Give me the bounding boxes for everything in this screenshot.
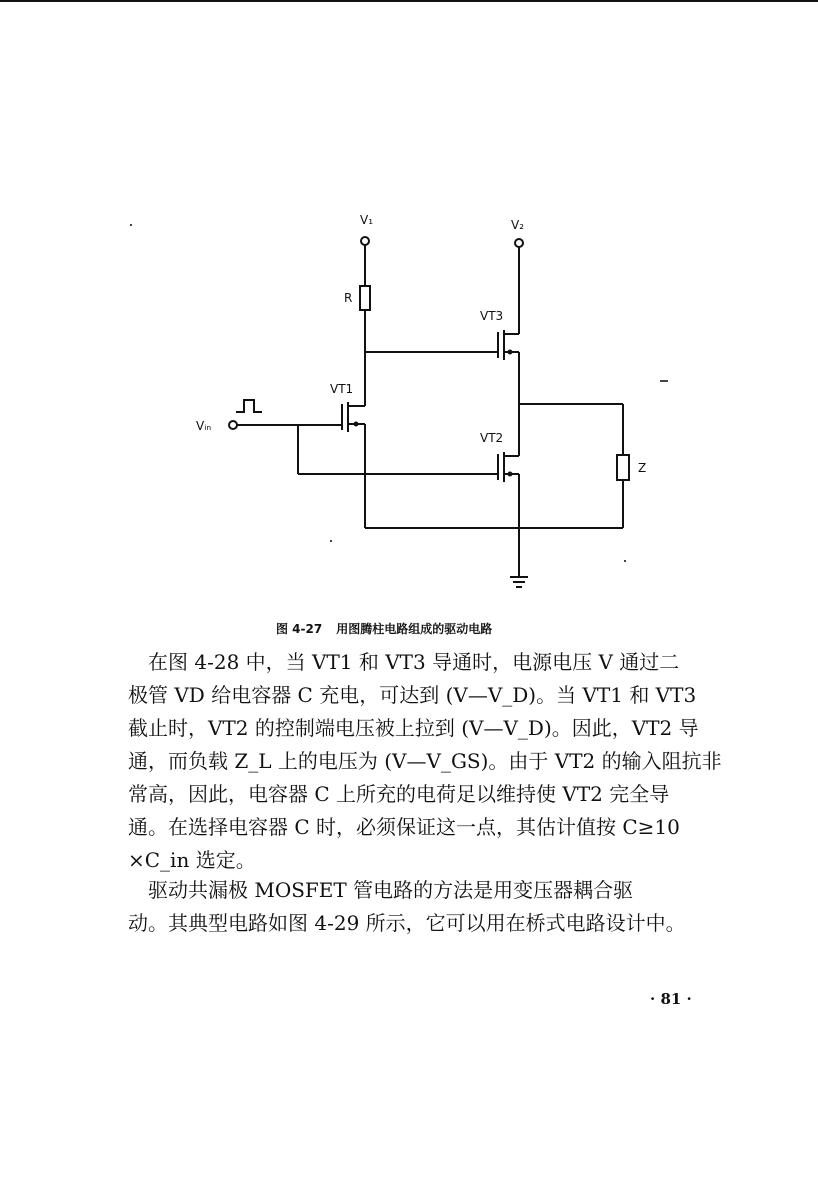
scan-speck — [624, 560, 626, 562]
text-line: ×C_in 选定。 — [128, 848, 256, 872]
resistor-r — [360, 286, 370, 310]
scan-speck — [660, 380, 668, 382]
text-line: 常高，因此，电容器 C 上所充的电荷足以维持使 VT2 完全导 — [128, 782, 670, 806]
text-line: 在图 4-28 中，当 VT1 和 VT3 导通时，电源电压 V 通过二 — [128, 650, 680, 674]
vin-label: Vᵢₙ — [196, 419, 212, 433]
vt2-arrow-dot — [508, 472, 513, 477]
text-line: 极管 VD 给电容器 C 充电，可达到 (V—V_D)。当 VT1 和 VT3 — [128, 683, 697, 707]
vt1-arrow-dot — [354, 422, 359, 427]
load-z — [617, 455, 629, 480]
text-line: 动。其典型电路如图 4-29 所示，它可以用在桥式电路设计中。 — [128, 911, 686, 935]
text-line: 截止时，VT2 的控制端电压被上拉到 (V—V_D)。因此，VT2 导 — [128, 716, 699, 740]
scan-speck — [130, 224, 132, 226]
body-paragraph-1 — [128, 646, 722, 877]
ground-icon — [510, 577, 528, 587]
text-line: 驱动共漏极 MOSFET 管电路的方法是用变压器耦合驱 — [128, 878, 634, 902]
figure-caption — [276, 620, 492, 637]
scan-speck — [330, 540, 332, 542]
vt1-label: VT1 — [330, 382, 354, 396]
v1-terminal — [361, 237, 369, 245]
figure-caption-text: 用图腾柱电路组成的驱动电路 — [336, 622, 493, 636]
figure-caption-number: 图 4-27 — [276, 622, 323, 636]
z-label: Z — [638, 461, 647, 475]
text-line: 通，而负载 Z_L 上的电压为 (V—V_GS)。由于 VT2 的输入阻抗非 — [128, 749, 722, 773]
page-number: · 81 · — [650, 990, 692, 1008]
r-label: R — [344, 291, 353, 305]
vin-terminal — [229, 421, 237, 429]
vt3-label: VT3 — [480, 309, 504, 323]
text-line: 通。在选择电容器 C 时，必须保证这一点，其估计值按 C≥10 — [128, 815, 680, 839]
v1-label: V₁ — [360, 213, 374, 227]
v2-label: V₂ — [511, 218, 525, 232]
v2-terminal — [515, 239, 523, 247]
body-paragraph-2 — [128, 874, 708, 940]
vt3-arrow-dot — [508, 350, 513, 355]
vt2-label: VT2 — [480, 431, 504, 445]
input-pulse-symbol — [236, 400, 262, 412]
